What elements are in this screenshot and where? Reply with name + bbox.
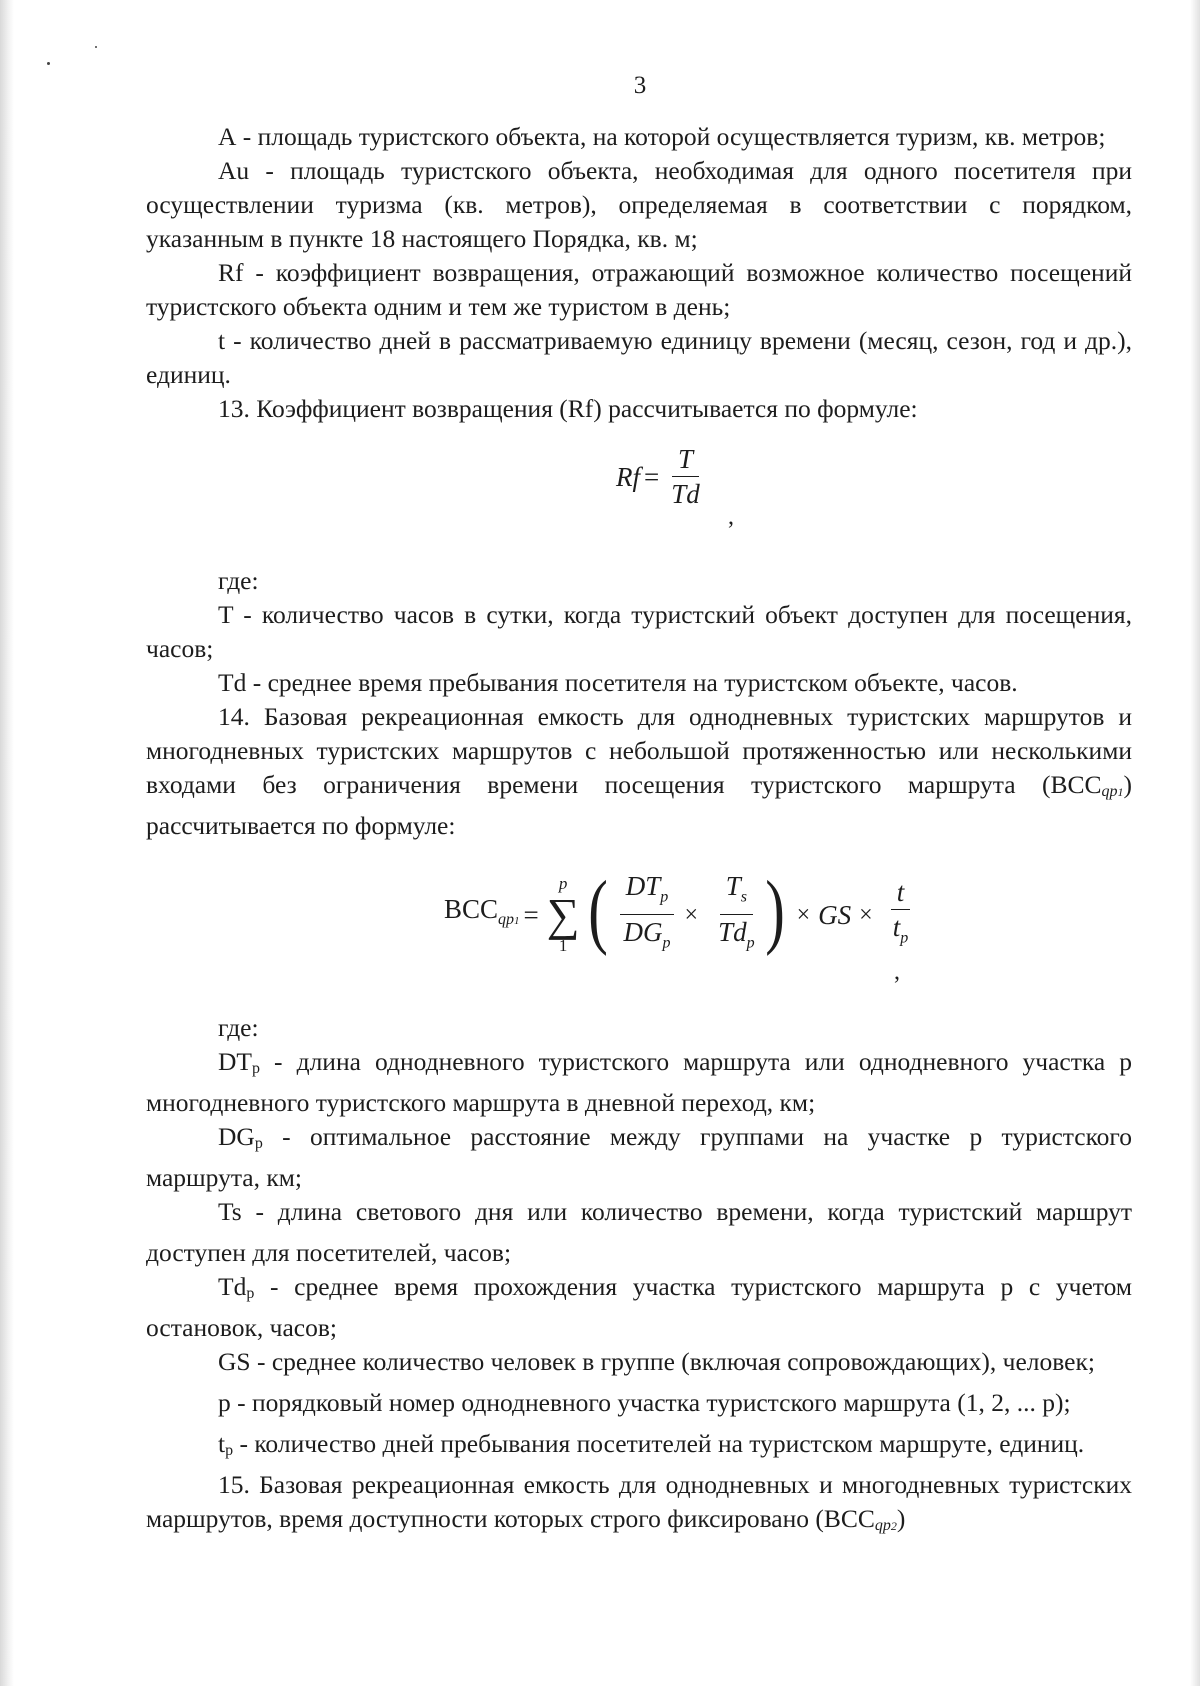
sum-sigma: ∑ xyxy=(546,888,580,940)
paragraph-15: 15. Базовая рекреационная емкость для однодневных и многодневных туристских маршрутов, время доступности которых строго фиксировано (BCCqp2) xyxy=(146,1470,1132,1534)
formula2-comma: , xyxy=(894,959,900,985)
formula-rf-comma: , xyxy=(728,504,734,530)
paragraph-area-def: А - площадь туристского объекта, на которой осуществляется туризм, кв. метров; xyxy=(218,122,1106,151)
formula-rf-eq: = xyxy=(644,461,660,492)
document-body xyxy=(146,120,1132,1543)
paragraph-T-def: T - количество часов в сутки, когда туристский объект доступен для посещения, часов; xyxy=(146,600,1132,663)
scan-speck xyxy=(95,46,97,48)
formula-rf-numerator: T xyxy=(672,444,699,477)
paragraph-14 xyxy=(146,700,1132,843)
sum-lower-limit: 1 xyxy=(558,935,568,955)
where-label-2: где: xyxy=(218,1013,259,1042)
where-label: где: xyxy=(218,566,259,595)
formula-bcc-qp1 xyxy=(146,843,1132,1011)
right-paren: ) xyxy=(764,863,785,957)
sum-upper-limit: p xyxy=(558,873,568,893)
formula2-gs: GS xyxy=(818,899,852,930)
def-dtp: DTp - длина однодневного туристского маршрута или однодневного участка p многодневного туристского маршрута в дневной переход, км; xyxy=(146,1047,1132,1117)
paragraph-au-def: Au - площадь туристского объекта, необходимая для одного посетителя при осуществлении туризма (кв. метров), определяемая в соответствии с порядком, указанным в пункте 18 настоящего Порядка, кв. м; xyxy=(146,156,1132,253)
formula-rf-fraction xyxy=(665,444,706,509)
def-dgp: DGp - оптимальное расстояние между группами на участке p туристского маршрута, км; xyxy=(146,1122,1132,1192)
formula2-frac-dt-dg: $\frac{DT_p}{DG_p}$ xyxy=(618,871,677,959)
paragraph-13: 13. Коэффициент возвращения (Rf) рассчитывается по формуле: xyxy=(218,394,918,423)
def-ts: Ts - длина светового дня или количество времени, когда туристский маршрут доступен для посетителей, часов; xyxy=(146,1197,1132,1267)
paragraph-14-text: 14. Базовая рекреационная емкость для однодневных туристских маршрутов и многодневных туристских маршрутов с небольшой протяженностью или несколькими входами без ограничения времени посещения туристского маршрута xyxy=(146,702,1132,799)
formula2-eq: = xyxy=(523,899,539,930)
formula-rf-denominator: Td xyxy=(671,479,700,509)
bcc-label: (BCC xyxy=(1041,770,1102,799)
def-gs: GS - среднее количество человек в группе (включая сопровождающих), человек; xyxy=(218,1347,1095,1376)
paragraph-rf-def: Rf - коэффициент возвращения, отражающий возможное количество посещений туристского объекта одним и тем же туристом в день; xyxy=(146,258,1132,321)
def-tp: tp - количество дней пребывания посетителей на туристском маршруте, единиц. xyxy=(218,1429,1085,1459)
paragraph-Td-def: Td - среднее время пребывания посетителя на туристском объекте, часов. xyxy=(218,668,1018,697)
def-p: p - порядковый номер однодневного участка туристского маршрута (1, 2, ... p); xyxy=(218,1388,1071,1417)
paragraph-t-def: t - количество дней в рассматриваемую единицу времени (месяц, сезон, год и др.), единиц. xyxy=(146,326,1132,389)
formula2-frac-t-tp: $\frac{t}{t_p}$ xyxy=(892,876,909,947)
left-paren: ( xyxy=(587,863,608,957)
formula2-sum xyxy=(547,875,580,955)
bcc-sub: qp1 xyxy=(1101,783,1124,800)
formula2-frac-ts-td: $\frac{T_s}{Td_p}$ xyxy=(718,871,755,952)
scan-edge-right xyxy=(1190,0,1200,1686)
times-op: × xyxy=(796,901,811,928)
page-number: 3 xyxy=(633,72,647,99)
formula-rf-lhs: Rf xyxy=(616,461,640,492)
scan-edge-left xyxy=(0,0,14,1686)
scan-speck xyxy=(47,62,50,65)
paragraph-14-tail: ) рассчитывается по формуле: xyxy=(146,770,1132,840)
times-op: × xyxy=(859,901,873,928)
def-tdp: Tdp - среднее время прохождения участка туристского маршрута p с учетом остановок, часов; xyxy=(146,1272,1132,1342)
formula2-lhs: $BCC_{qp1}$ xyxy=(444,893,520,929)
formula-rf xyxy=(146,426,1132,564)
times-op: × xyxy=(684,901,699,928)
